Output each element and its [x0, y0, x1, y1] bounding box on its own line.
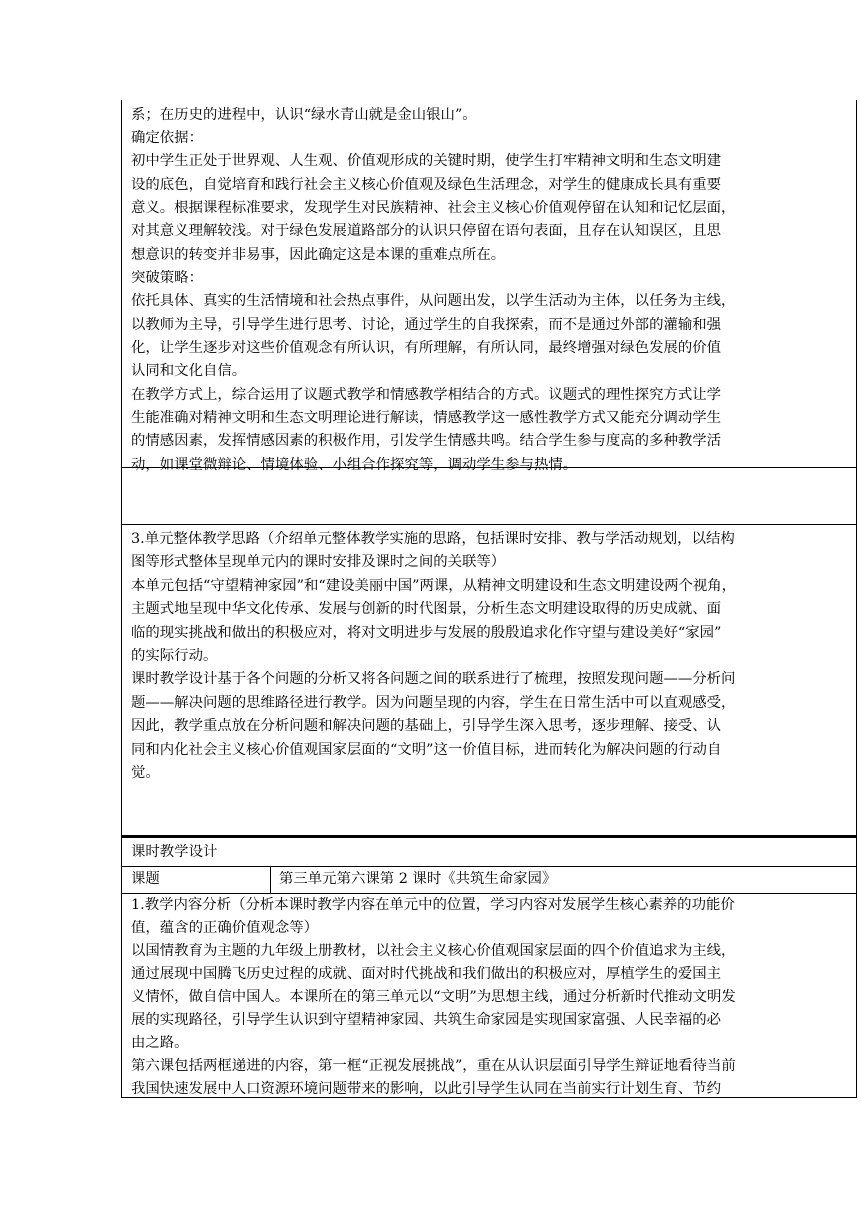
text-line: 的实际行动。	[131, 648, 218, 664]
text-line: 本单元包括“守望精神家园”和“建设美丽中国”两课，从精神文明建设和生态文明建设两个视角，	[131, 578, 737, 594]
text-line: 确定依据：	[131, 130, 203, 146]
lesson-design-header: 课时教学设计	[131, 844, 218, 860]
text-line: 动，如课堂微辩论、情境体验、小组合作探究等，调动学生参与热情。	[131, 457, 578, 473]
text-line: 因此，教学重点放在分析问题和解决问题的基础上，引导学生深入思考，逐步理解、接受、认	[131, 718, 722, 734]
text-line: 生能准确对精神文明和生态文明理论进行解读，情感教学这一感性教学方式又能充分调动学生	[131, 410, 722, 426]
text-line: 依托具体、真实的生活情境和社会热点事件，从问题出发，以学生活动为主体，以任务为主线，	[131, 293, 736, 309]
topic-value: 第三单元第六课第 2 课时《共筑生命家园》	[279, 871, 557, 887]
lesson-design-header-cell	[121, 837, 857, 867]
text-line: 义情怀，做自信中国人。本课所在的第三单元以“文明”为思想主线，通过分析新时代推动文明发	[131, 989, 736, 1005]
text-line: 的情感因素，发挥情感因素的积极作用，引发学生情感共鸣。结合学生参与度高的多种教学活	[131, 433, 722, 449]
text-line: 以教师为主导，引导学生进行思考、讨论，通过学生的自我探索，而不是通过外部的灌输和强	[131, 317, 722, 333]
text-line: 图等形式整体呈现单元内的课时安排及课时之间的关联等）	[131, 554, 506, 570]
text-line: 我国快速发展中人口资源环境问题带来的影响，以此引导学生认同在当前实行计划生育、节约	[131, 1081, 722, 1097]
text-line: 以国情教育为主题的九年级上册教材，以社会主义核心价值观国家层面的四个价值追求为主线，	[131, 943, 736, 959]
text-line: 觉。	[131, 765, 160, 781]
text-line: 初中学生正处于世界观、人生观、价值观形成的关键时期，使学生打牢精神文明和生态文明建	[131, 153, 722, 169]
text-line: 临的现实挑战和做出的积极应对，将对文明进步与发展的殷殷追求化作守望与建设美好“家园”	[131, 625, 722, 641]
topic-label: 课题	[131, 871, 160, 887]
text-line: 3.单元整体教学思路（介绍单元整体教学实施的思路，包括课时安排、教与学活动规划，以结构	[131, 531, 735, 547]
text-line: 展的实现路径，引导学生认识到守望精神家园、共筑生命家园是实现国家富强、人民幸福的必	[131, 1012, 722, 1028]
text-line: 由之路。	[131, 1035, 189, 1051]
text-line: 化，让学生逐步对这些价值观念有所认识，有所理解，有所认同，最终增强对绿色发展的价值	[131, 340, 722, 356]
text-line: 突破策略：	[131, 270, 203, 286]
text-line: 意义。根据课程标准要求，发现学生对民族精神、社会主义核心价值观停留在认知和记忆层面，	[131, 200, 736, 216]
text-line: 对其意义理解较浅。对于绿色发展道路部分的认识只停留在语句表面，且存在认知误区，且思	[131, 223, 722, 239]
text-line: 第六课包括两框递进的内容，第一框“正视发展挑战”，重在从认识层面引导学生辩证地看待当前	[131, 1058, 736, 1074]
text-line: 同和内化社会主义核心价值观国家层面的“文明”这一价值目标，进而转化为解决问题的行动自	[131, 742, 722, 758]
text-line: 在教学方式上，综合运用了议题式教学和情感教学相结合的方式。议题式的理性探究方式让学	[131, 387, 722, 403]
text-line: 课时教学设计基于各个问题的分析又将各问题之间的联系进行了梳理，按照发现问题——分析问	[131, 671, 736, 687]
text-line: 设的底色，自觉培育和践行社会主义核心价值观及绿色生活理念，对学生的健康成长具有重要	[131, 177, 722, 193]
text-line: 题——解决问题的思维路径进行教学。因为问题呈现的内容，学生在日常生活中可以直观感受，	[131, 695, 736, 711]
text-line: 系；在历史的进程中，认识“绿水青山就是金山银山”。	[131, 107, 477, 123]
text-line: 通过展现中国腾飞历史过程的成就、面对时代挑战和我们做出的积极应对，厚植学生的爱国主	[131, 966, 722, 982]
text-line: 认同和文化自信。	[131, 363, 247, 379]
text-line: 1.教学内容分析（分析本课时教学内容在单元中的位置，学习内容对发展学生核心素养的功能价	[131, 897, 735, 913]
text-line: 值，蕴含的正确价值观念等）	[131, 920, 319, 936]
text-line: 主题式地呈现中华文化传承、发展与创新的时代图景，分析生态文明建设取得的历史成就、面	[131, 601, 722, 617]
text-line: 想意识的转变并非易事，因此确定这是本课的重难点所在。	[131, 247, 506, 263]
